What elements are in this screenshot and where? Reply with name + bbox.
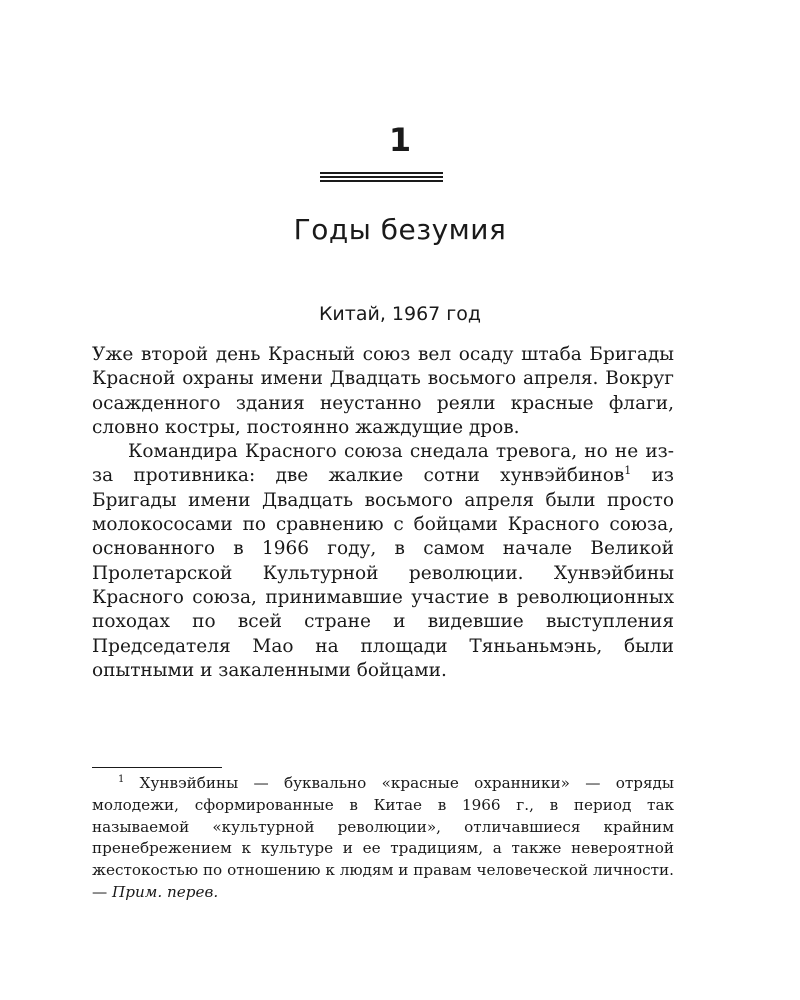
paragraph-2-end: из Бригады имени Двадцать восьмого апреля были просто молокососами по сравнению с бойцами Красного союза, основанного в 1966 году, в самом начале Великой Пролетарской Культурной революции. Хунвэйбины Красного союза, принимавшие участие в революционных походах по всей стране и видевшие выступления Председателя Мао на площади Тяньаньмэнь, были опытными и закаленными бойцами.: [92, 465, 674, 681]
footnote-separator: [92, 767, 222, 768]
divider-line: [320, 176, 443, 178]
chapter-place-date: Китай, 1967 год: [318, 303, 482, 325]
paragraph-1: Уже второй день Красный союз вел осаду штаба Бригады Красной охраны имени Двадцать восьмого апреля. Вокруг осажденного здания неустанно реяли красные флаги, словно костры, постоянно жаждущие дров.: [92, 344, 674, 438]
translator-note: Прим. перев.: [112, 882, 219, 901]
footnote: [92, 773, 674, 904]
chapter-title: Годы безумия: [293, 213, 507, 246]
paragraph-2-start: Командира Красного союза снедала тревога, но не из-за противника: две жалкие сотни хунвэйбинов: [92, 441, 674, 487]
paragraph-2: [92, 440, 674, 683]
chapter-number: 1: [388, 121, 412, 159]
body-text: [92, 343, 674, 683]
divider-line: [320, 172, 443, 174]
chapter-divider: [320, 172, 443, 184]
footnote-text: Хунвэйбины — буквально «красные охранники» — отряды молодежи, сформированные в Китае в 1966 г., в период так называемой «культурной революции», отличавшиеся крайним пренебрежением к культуре и ее традициям, а также невероятной жестокостью по отношению к людям и правам человеческой личности. —: [92, 774, 674, 901]
footnote-reference: 1: [624, 464, 632, 478]
divider-line: [320, 180, 443, 182]
footnote-marker: 1: [118, 773, 125, 785]
